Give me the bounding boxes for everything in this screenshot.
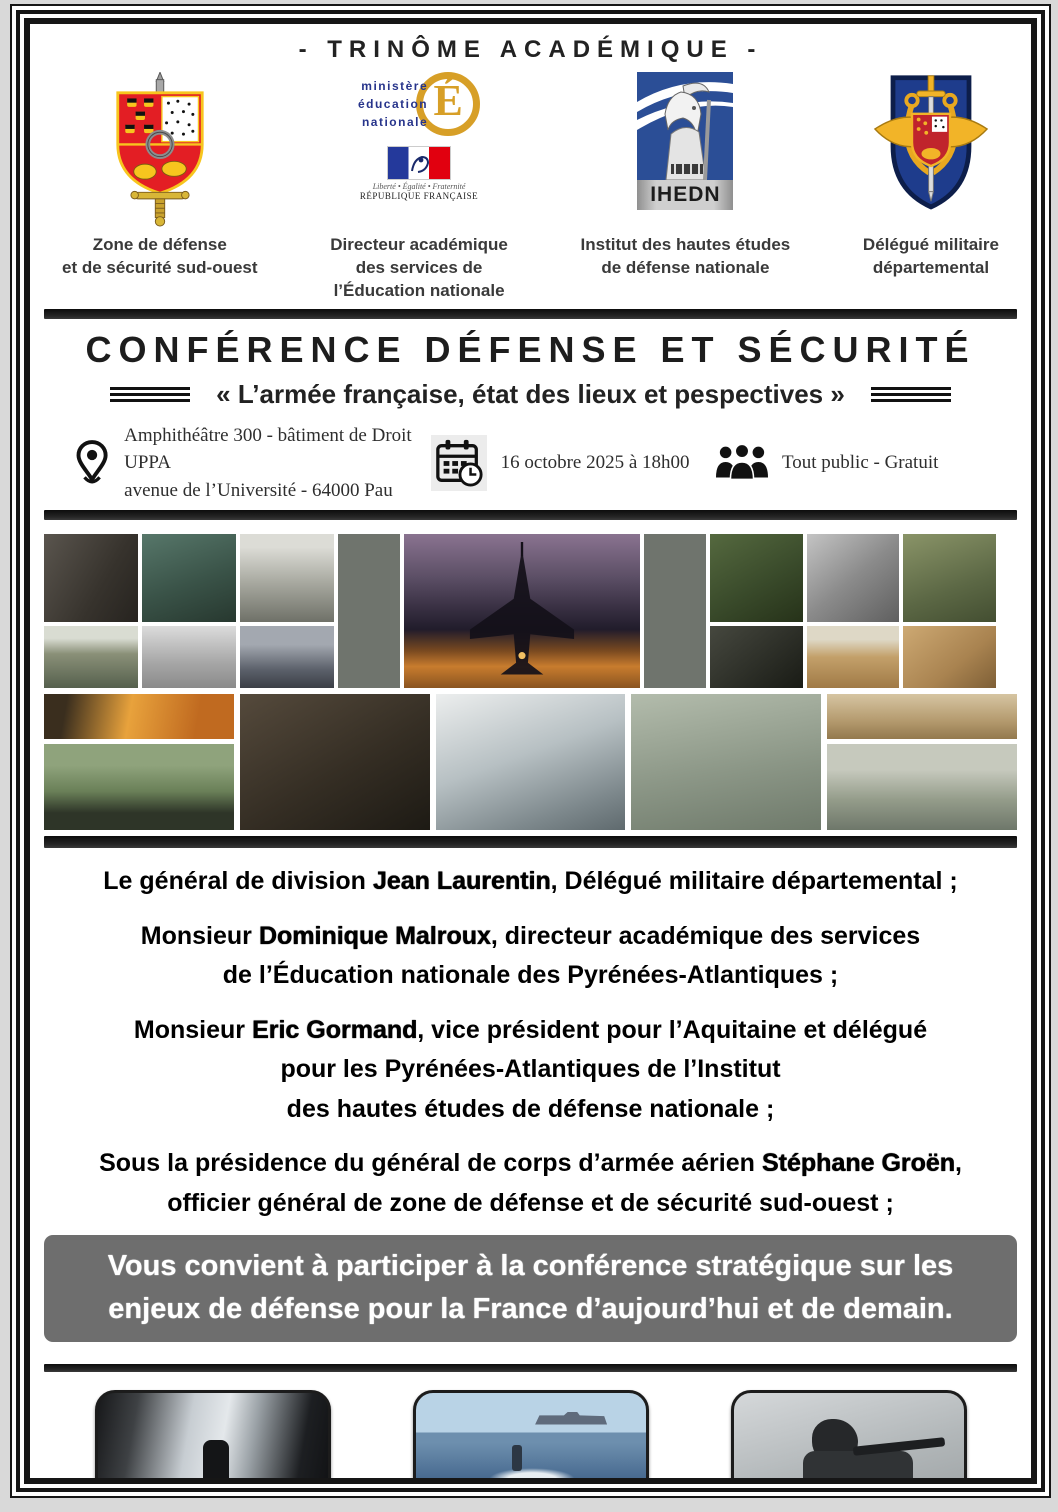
collage-spacer: [644, 534, 706, 688]
photo-desert-convoy: [827, 694, 1017, 739]
photo-jungle: [710, 534, 803, 622]
audience-text: Tout public - Gratuit: [781, 452, 939, 474]
ministry-wordmark: ministère éducation nationale É: [358, 72, 480, 136]
collage-left-group: [44, 534, 334, 688]
photo-submarine-carrier: [413, 1390, 649, 1484]
calendar-clock-icon: [431, 435, 487, 491]
name-eric-gormand: Eric Gormand: [251, 1015, 418, 1044]
photo-desert-village: [807, 626, 900, 688]
name-jean-laurentin: Jean Laurentin: [372, 867, 551, 896]
datetime-text: 16 octobre 2025 à 18h00: [500, 452, 690, 474]
triple-lines-left-icon: [110, 387, 190, 402]
info-location: [74, 422, 431, 505]
photo-grass-camouflage: [631, 694, 821, 830]
delegue-militaire-insignia-icon: [869, 72, 993, 230]
zone-defense-caption: Zone de défense et de sécurité sud-ouest: [62, 235, 258, 277]
poster-frame-inner: [24, 18, 1037, 1484]
invitation-highlight-box: Vous convient à participer à la conférence stratégique sur les enjeux de défense pour la France d’aujourd’hui et de demain.: [44, 1235, 1017, 1341]
collage-top-row: [44, 534, 1017, 688]
ihedn-acronym: IHEDN: [637, 180, 733, 210]
photo-airdrop-snow: [436, 694, 626, 830]
logo-delegue-militaire: [863, 72, 999, 280]
paragraph-stephane-groen: Sous la présidence du général de corps d’armée aérien Stéphane Groën, officier général de zone de défense et de sécurité sud-ouest ;: [99, 1149, 962, 1217]
photo-soldiers-aiming: [807, 534, 900, 622]
photo-soldiers-wading: [240, 534, 334, 622]
photo-helicopter-hoist: [142, 626, 236, 688]
collage-spacer: [338, 534, 400, 688]
photo-soldier-equipment: [710, 626, 803, 688]
collage-stack-left: [44, 694, 234, 830]
subtitle-row: [44, 379, 1017, 410]
paragraph-eric-gormand: Monsieur Eric Gormand, vice président pour l’Aquitaine et délégué pour les Pyrénées-Atlantiques de l’Institut des hautes études de défense nationale ;: [133, 1015, 928, 1123]
photo-soldiers-desert: [903, 626, 996, 688]
photo-soldiers-breaching: [142, 534, 236, 622]
poster-frame-middle: [16, 10, 1045, 1492]
separator-bar: [44, 510, 1017, 520]
name-dominique-malroux: Dominique Malroux: [258, 921, 491, 950]
photo-soldiers-camouflage: [903, 534, 996, 622]
bottom-photos-row: [95, 1390, 967, 1484]
photo-helicopter-clearing: [44, 626, 138, 688]
collage-bottom-row: [44, 694, 1017, 830]
photo-soldiers-corridor: [44, 534, 138, 622]
ihedn-caption: Institut des hautes études de défense nationale: [580, 235, 791, 277]
logo-education-nationale: [330, 72, 508, 303]
map-pin-icon: [74, 436, 110, 490]
photo-helicopter-field: [827, 744, 1017, 830]
paragraph-jean-laurentin: Le général de division Jean Laurentin, Délégué militaire départemental ;: [103, 867, 958, 896]
french-flag-icon: [387, 146, 451, 180]
paragraph-dominique-malroux: Monsieur Dominique Malroux, directeur académique des services de l’Éducation nationale des Pyrénées-Atlantiques ;: [140, 921, 921, 990]
info-audience: [716, 444, 987, 482]
collage-stack-right: [827, 694, 1017, 830]
collage-right-group: [710, 534, 996, 688]
photo-attack-helicopter: [240, 626, 334, 688]
zone-defense-shield-icon: [99, 72, 221, 230]
ihedn-logo: [637, 72, 733, 230]
photo-rafale-jet: [404, 534, 640, 688]
poster-content: [30, 24, 1031, 1484]
separator-bar: [44, 1364, 1017, 1372]
photo-machinegun-fire: [44, 694, 234, 739]
education-nationale-caption: Directeur académique des services de l’Éducation nationale: [330, 235, 508, 300]
photo-collage: [44, 534, 1017, 830]
gold-e-circle-icon: É: [416, 72, 480, 136]
delegue-militaire-caption: Délégué militaire départemental: [862, 235, 999, 277]
separator-bar: [44, 309, 1017, 319]
invitation-paragraphs: [44, 862, 1017, 1223]
conference-title: CONFÉRENCE DÉFENSE ET SÉCURITÉ: [85, 328, 976, 370]
people-group-icon: [716, 444, 768, 482]
photo-combat-diver: [731, 1390, 967, 1484]
republique-francaise-mark: Liberté • Égalité • Fraternité RÉPUBLIQUE FRANÇAISE: [360, 146, 478, 201]
photo-paratroopers-ramp: [95, 1390, 331, 1484]
logo-ihedn: [581, 72, 791, 280]
education-nationale-logo: [358, 72, 480, 230]
page-title: - TRINÔME ACADÉMIQUE -: [298, 36, 763, 63]
ihedn-athena-icon: [637, 72, 733, 180]
photo-pilot-mask: [240, 694, 430, 830]
triple-lines-right-icon: [871, 387, 951, 402]
poster-frame-outer: [10, 4, 1051, 1498]
logos-row: [44, 72, 1017, 303]
photo-boat-gunner: [44, 744, 234, 830]
logo-zone-defense: [62, 72, 258, 280]
info-row: [44, 422, 1017, 505]
conference-subtitle: « L’armée française, état des lieux et pespectives »: [216, 378, 845, 409]
separator-bar: [44, 836, 1017, 848]
name-stephane-groen: Stéphane Groën: [761, 1149, 955, 1178]
location-text: Amphithéâtre 300 - bâtiment de Droit UPPA avenue de l’Université - 64000 Pau: [124, 424, 412, 501]
info-datetime: [431, 435, 716, 491]
